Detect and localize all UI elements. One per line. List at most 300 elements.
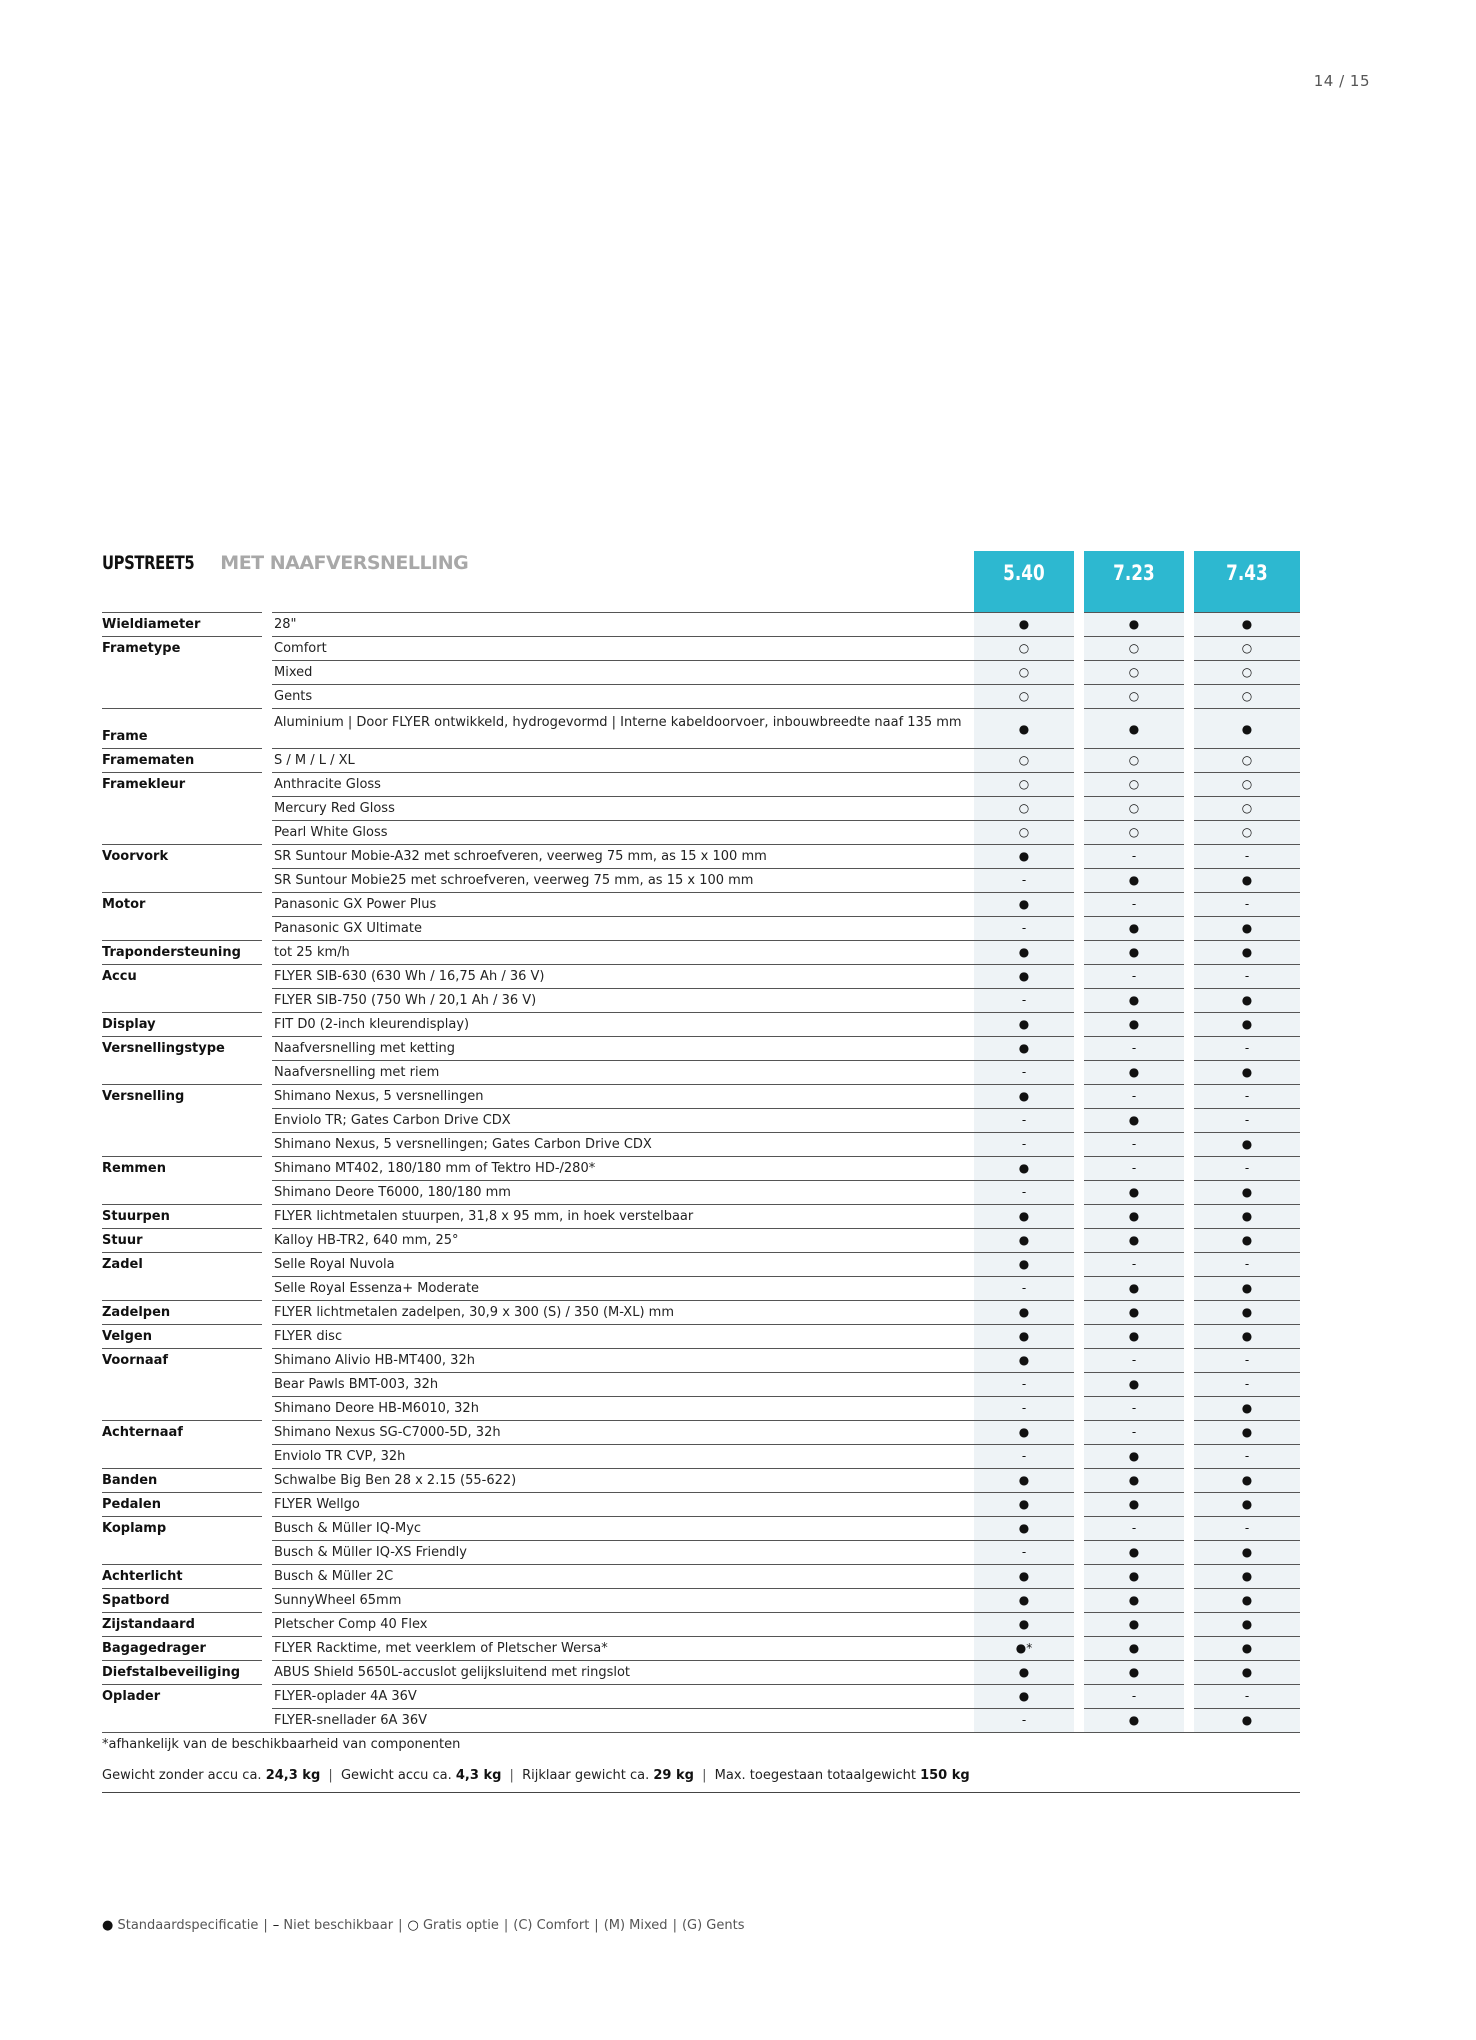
spec-label: Achternaaf bbox=[102, 1425, 183, 1440]
spec-mark-cell-7.43 bbox=[1194, 1180, 1300, 1204]
spec-mark-cell-7.43 bbox=[1194, 1684, 1300, 1708]
spec-mark: ● bbox=[1128, 1305, 1140, 1319]
spec-mark-cell-7.43 bbox=[1194, 1012, 1300, 1036]
spec-mark: - bbox=[1021, 1545, 1027, 1559]
spec-mark: ● bbox=[1241, 1185, 1253, 1199]
spec-label-cell bbox=[102, 1036, 262, 1060]
footnote: *afhankelijk van de beschikbaarheid van componenten bbox=[102, 1737, 461, 1752]
spec-mark: - bbox=[1131, 1041, 1137, 1055]
spec-mark-cell-7.23 bbox=[1084, 796, 1184, 820]
spec-mark: ● bbox=[1241, 1569, 1253, 1583]
spec-mark-cell-5.40 bbox=[974, 844, 1074, 868]
weight-4-value: 150 kg bbox=[920, 1768, 970, 1783]
spec-value-cell bbox=[272, 772, 1066, 796]
spec-mark-cell-5.40 bbox=[974, 796, 1074, 820]
spec-mark: ● bbox=[1128, 1329, 1140, 1343]
spec-label-cell bbox=[102, 916, 262, 940]
spec-row bbox=[102, 1612, 1300, 1636]
spec-mark-cell-5.40 bbox=[974, 1708, 1074, 1732]
spec-mark-cell-7.43 bbox=[1194, 1612, 1300, 1636]
spec-mark-cell-5.40 bbox=[974, 1156, 1074, 1180]
spec-mark: ● bbox=[1018, 1569, 1030, 1583]
spec-mark: ● bbox=[1128, 1017, 1140, 1031]
spec-label-cell bbox=[102, 1252, 262, 1276]
model-header-2 bbox=[1084, 551, 1184, 613]
weights-line bbox=[102, 1768, 1300, 1793]
spec-value: Naafversnelling met ketting bbox=[274, 1041, 455, 1056]
spec-value: FLYER disc bbox=[274, 1329, 343, 1344]
spec-mark: ● bbox=[1241, 1329, 1253, 1343]
spec-mark-cell-7.23 bbox=[1084, 820, 1184, 844]
spec-value: Comfort bbox=[274, 641, 327, 656]
spec-mark: ● bbox=[1018, 1329, 1030, 1343]
spec-mark-cell-7.23 bbox=[1084, 892, 1184, 916]
spec-mark-cell-7.23 bbox=[1084, 1588, 1184, 1612]
spec-label: Remmen bbox=[102, 1161, 166, 1176]
spec-mark-cell-5.40 bbox=[974, 636, 1074, 660]
spec-row bbox=[102, 1300, 1300, 1324]
spec-mark-cell-7.23 bbox=[1084, 1108, 1184, 1132]
spec-mark-cell-5.40 bbox=[974, 1372, 1074, 1396]
spec-mark: ○ bbox=[1241, 777, 1253, 791]
spec-mark: ● bbox=[1018, 1617, 1030, 1631]
spec-mark-cell-7.43 bbox=[1194, 1492, 1300, 1516]
spec-mark-cell-5.40 bbox=[974, 1204, 1074, 1228]
spec-mark-cell-7.43 bbox=[1194, 1060, 1300, 1084]
spec-row bbox=[102, 1540, 1300, 1564]
spec-row bbox=[102, 1204, 1300, 1228]
spec-label: Frametype bbox=[102, 641, 181, 656]
spec-mark-cell-5.40 bbox=[974, 1612, 1074, 1636]
spec-label-cell bbox=[102, 1444, 262, 1468]
spec-mark: ● bbox=[1018, 1209, 1030, 1223]
spec-mark-cell-7.43 bbox=[1194, 636, 1300, 660]
spec-mark: ● bbox=[1128, 1593, 1140, 1607]
spec-row bbox=[102, 892, 1300, 916]
spec-label: Zadel bbox=[102, 1257, 143, 1272]
spec-mark: - bbox=[1131, 1089, 1137, 1103]
legend-symbol: ● bbox=[102, 1918, 118, 1933]
spec-label: Bagagedrager bbox=[102, 1641, 206, 1656]
spec-mark-cell-7.43 bbox=[1194, 1420, 1300, 1444]
spec-mark-cell-7.43 bbox=[1194, 964, 1300, 988]
spec-mark: ● bbox=[1241, 1473, 1253, 1487]
spec-label-cell bbox=[102, 1372, 262, 1396]
legend-text: Standaardspecificatie bbox=[117, 1918, 259, 1933]
spec-mark: ● bbox=[1128, 1713, 1140, 1727]
spec-mark-cell-7.23 bbox=[1084, 1564, 1184, 1588]
spec-label: Display bbox=[102, 1017, 156, 1032]
spec-value-cell bbox=[272, 1372, 1066, 1396]
spec-value: Busch & Müller IQ-Myc bbox=[274, 1521, 422, 1536]
legend-symbol: ○ bbox=[407, 1918, 423, 1933]
spec-mark: ○ bbox=[1018, 665, 1030, 679]
legend-symbol: – bbox=[272, 1918, 284, 1933]
spec-mark: ○ bbox=[1128, 777, 1140, 791]
spec-mark: ● bbox=[1128, 1473, 1140, 1487]
spec-row bbox=[102, 1444, 1300, 1468]
spec-mark: - bbox=[1244, 1353, 1250, 1367]
spec-mark: ● bbox=[1128, 1545, 1140, 1559]
spec-label-cell bbox=[102, 1012, 262, 1036]
spec-mark: ● bbox=[1241, 1713, 1253, 1727]
spec-row bbox=[102, 1156, 1300, 1180]
spec-mark-cell-5.40 bbox=[974, 748, 1074, 772]
spec-mark-cell-7.43 bbox=[1194, 868, 1300, 892]
spec-mark-cell-5.40 bbox=[974, 892, 1074, 916]
spec-mark: ● bbox=[1241, 1497, 1253, 1511]
spec-value-cell bbox=[272, 1324, 1066, 1348]
spec-label-cell bbox=[102, 1468, 262, 1492]
spec-value-cell bbox=[272, 1516, 1066, 1540]
spec-value: Shimano Nexus, 5 versnellingen; Gates Carbon Drive CDX bbox=[274, 1137, 652, 1152]
spec-mark-cell-7.43 bbox=[1194, 1036, 1300, 1060]
spec-mark: ● bbox=[1128, 1449, 1140, 1463]
spec-mark-cell-7.43 bbox=[1194, 1588, 1300, 1612]
spec-mark: - bbox=[1244, 1041, 1250, 1055]
spec-value-cell bbox=[272, 1204, 1066, 1228]
spec-label-cell bbox=[102, 868, 262, 892]
weight-2-label: Gewicht accu ca. bbox=[340, 1768, 452, 1783]
spec-mark: ● bbox=[1018, 1017, 1030, 1031]
spec-mark: ● bbox=[1128, 1233, 1140, 1247]
spec-mark: ● bbox=[1018, 1497, 1030, 1511]
spec-value: Mercury Red Gloss bbox=[274, 801, 395, 816]
spec-mark: ● bbox=[1128, 873, 1140, 887]
spec-mark-cell-7.43 bbox=[1194, 660, 1300, 684]
spec-label-cell bbox=[102, 940, 262, 964]
spec-mark-cell-5.40 bbox=[974, 1228, 1074, 1252]
spec-value-cell bbox=[272, 1540, 1066, 1564]
spec-mark: - bbox=[1131, 897, 1137, 911]
spec-mark: ○ bbox=[1128, 801, 1140, 815]
spec-mark-cell-5.40 bbox=[974, 1132, 1074, 1156]
spec-label-cell bbox=[102, 1708, 262, 1732]
spec-value: Busch & Müller IQ-XS Friendly bbox=[274, 1545, 467, 1560]
spec-mark: ○ bbox=[1018, 689, 1030, 703]
spec-row bbox=[102, 1396, 1300, 1420]
spec-label-cell bbox=[102, 1516, 262, 1540]
spec-mark-cell-7.23 bbox=[1084, 1444, 1184, 1468]
legend-text: Niet beschikbaar bbox=[283, 1918, 394, 1933]
spec-mark: ○ bbox=[1128, 641, 1140, 655]
spec-mark: - bbox=[1021, 1113, 1027, 1127]
spec-value: ABUS Shield 5650L-accuslot gelijksluitend met ringslot bbox=[274, 1665, 631, 1680]
spec-row bbox=[102, 1132, 1300, 1156]
model-header-3 bbox=[1194, 551, 1300, 613]
spec-value: tot 25 km/h bbox=[274, 945, 350, 960]
spec-row bbox=[102, 612, 1300, 636]
spec-mark-cell-7.23 bbox=[1084, 1708, 1184, 1732]
spec-value-cell bbox=[272, 748, 1066, 772]
spec-mark-cell-7.43 bbox=[1194, 1636, 1300, 1660]
spec-mark-cell-5.40 bbox=[974, 1468, 1074, 1492]
spec-label-cell bbox=[102, 988, 262, 1012]
spec-mark-cell-5.40 bbox=[974, 1252, 1074, 1276]
spec-row bbox=[102, 1468, 1300, 1492]
spec-table bbox=[102, 612, 1300, 1732]
spec-mark-cell-7.23 bbox=[1084, 708, 1184, 748]
spec-label: Spatbord bbox=[102, 1593, 170, 1608]
spec-mark-cell-7.23 bbox=[1084, 1252, 1184, 1276]
spec-mark-cell-7.23 bbox=[1084, 636, 1184, 660]
spec-mark: - bbox=[1244, 849, 1250, 863]
spec-value: FLYER-snellader 6A 36V bbox=[274, 1713, 428, 1728]
spec-row bbox=[102, 1348, 1300, 1372]
spec-mark-cell-5.40 bbox=[974, 1012, 1074, 1036]
spec-mark: - bbox=[1021, 1065, 1027, 1079]
spec-row bbox=[102, 1108, 1300, 1132]
spec-mark-cell-5.40 bbox=[974, 1636, 1074, 1660]
spec-mark: ● bbox=[1241, 1281, 1253, 1295]
spec-label-cell bbox=[102, 1228, 262, 1252]
spec-mark-cell-7.23 bbox=[1084, 1228, 1184, 1252]
spec-value: Shimano Deore HB-M6010, 32h bbox=[274, 1401, 479, 1416]
spec-label-cell bbox=[102, 1132, 262, 1156]
spec-mark: ● bbox=[1018, 969, 1030, 983]
spec-mark-cell-7.23 bbox=[1084, 940, 1184, 964]
spec-label-cell bbox=[102, 1420, 262, 1444]
spec-row bbox=[102, 708, 1300, 748]
spec-mark: ● bbox=[1128, 722, 1140, 736]
spec-value-cell bbox=[272, 1060, 1066, 1084]
spec-mark: ● bbox=[1018, 1089, 1030, 1103]
spec-mark: ● bbox=[1128, 1641, 1140, 1655]
page-number: 14 / 15 bbox=[1313, 72, 1370, 90]
spec-label-cell bbox=[102, 1540, 262, 1564]
weight-3-label: Rijklaar gewicht ca. bbox=[522, 1768, 650, 1783]
spec-mark-cell-7.23 bbox=[1084, 1324, 1184, 1348]
spec-mark: ● bbox=[1128, 1497, 1140, 1511]
spec-mark-cell-7.23 bbox=[1084, 988, 1184, 1012]
legend-text: (C) Comfort bbox=[513, 1918, 590, 1933]
spec-mark-cell-7.43 bbox=[1194, 796, 1300, 820]
spec-label: Oplader bbox=[102, 1689, 161, 1704]
spec-value-cell bbox=[272, 684, 1066, 708]
spec-mark-cell-5.40 bbox=[974, 1564, 1074, 1588]
spec-mark: ● bbox=[1128, 1065, 1140, 1079]
spec-label: Stuur bbox=[102, 1233, 143, 1248]
spec-mark: ● bbox=[1018, 945, 1030, 959]
spec-row bbox=[102, 820, 1300, 844]
spec-label: Stuurpen bbox=[102, 1209, 170, 1224]
spec-row bbox=[102, 1252, 1300, 1276]
spec-value-cell bbox=[272, 868, 1066, 892]
spec-mark: ● bbox=[1241, 993, 1253, 1007]
spec-mark-cell-5.40 bbox=[974, 1348, 1074, 1372]
spec-value: Selle Royal Nuvola bbox=[274, 1257, 395, 1272]
spec-mark: ● bbox=[1128, 1113, 1140, 1127]
spec-value: Kalloy HB-TR2, 640 mm, 25° bbox=[274, 1233, 459, 1248]
spec-mark-cell-7.23 bbox=[1084, 916, 1184, 940]
spec-mark: - bbox=[1131, 849, 1137, 863]
spec-mark-cell-7.23 bbox=[1084, 1156, 1184, 1180]
spec-label: Motor bbox=[102, 897, 146, 912]
spec-label-cell bbox=[102, 1180, 262, 1204]
spec-mark: ○ bbox=[1241, 689, 1253, 703]
spec-label: Zadelpen bbox=[102, 1305, 171, 1320]
spec-mark-cell-5.40 bbox=[974, 708, 1074, 748]
spec-mark: ○ bbox=[1241, 801, 1253, 815]
model-header-2-label: 7.23 bbox=[1113, 561, 1155, 585]
spec-label-cell bbox=[102, 844, 262, 868]
spec-mark-cell-7.43 bbox=[1194, 1540, 1300, 1564]
spec-mark-cell-7.43 bbox=[1194, 1156, 1300, 1180]
spec-mark-cell-5.40 bbox=[974, 1492, 1074, 1516]
spec-value-cell bbox=[272, 1084, 1066, 1108]
spec-mark-cell-7.43 bbox=[1194, 1468, 1300, 1492]
spec-row bbox=[102, 1084, 1300, 1108]
spec-mark: - bbox=[1131, 1521, 1137, 1535]
spec-label-cell bbox=[102, 636, 262, 660]
spec-mark: ○ bbox=[1241, 665, 1253, 679]
spec-value-cell bbox=[272, 708, 1066, 748]
spec-mark: ○ bbox=[1018, 777, 1030, 791]
spec-mark-cell-7.23 bbox=[1084, 1420, 1184, 1444]
spec-value: S / M / L / XL bbox=[274, 753, 355, 768]
spec-value-cell bbox=[272, 636, 1066, 660]
spec-value-cell bbox=[272, 1444, 1066, 1468]
spec-row bbox=[102, 1276, 1300, 1300]
spec-value: Shimano Alivio HB-MT400, 32h bbox=[274, 1353, 475, 1368]
spec-mark-cell-5.40 bbox=[974, 964, 1074, 988]
spec-value: Panasonic GX Ultimate bbox=[274, 921, 422, 936]
spec-mark: ○ bbox=[1128, 753, 1140, 767]
spec-mark: - bbox=[1244, 969, 1250, 983]
spec-mark-cell-5.40 bbox=[974, 612, 1074, 636]
spec-label: Banden bbox=[102, 1473, 158, 1488]
spec-value: FIT D0 (2-inch kleurendisplay) bbox=[274, 1017, 470, 1032]
spec-mark-cell-7.23 bbox=[1084, 1612, 1184, 1636]
spec-mark-cell-5.40 bbox=[974, 868, 1074, 892]
spec-label-cell bbox=[102, 660, 262, 684]
spec-label-cell bbox=[102, 1564, 262, 1588]
spec-mark: ● bbox=[1018, 1305, 1030, 1319]
spec-mark: ● bbox=[1128, 1665, 1140, 1679]
spec-row bbox=[102, 916, 1300, 940]
spec-mark: - bbox=[1244, 897, 1250, 911]
legend bbox=[102, 1918, 744, 1933]
spec-mark-cell-7.43 bbox=[1194, 1444, 1300, 1468]
spec-label-cell bbox=[102, 708, 262, 748]
spec-value: Shimano Nexus SG-C7000-5D, 32h bbox=[274, 1425, 501, 1440]
spec-label: Wieldiameter bbox=[102, 617, 201, 632]
spec-mark-cell-5.40 bbox=[974, 1180, 1074, 1204]
spec-mark-cell-7.43 bbox=[1194, 1324, 1300, 1348]
spec-row bbox=[102, 636, 1300, 660]
spec-mark: ● bbox=[1241, 1065, 1253, 1079]
spec-row bbox=[102, 1180, 1300, 1204]
spec-mark-cell-5.40 bbox=[974, 684, 1074, 708]
spec-row bbox=[102, 1660, 1300, 1684]
weight-1-value: 24,3 kg bbox=[265, 1768, 321, 1783]
spec-row bbox=[102, 660, 1300, 684]
spec-value: FLYER-oplader 4A 36V bbox=[274, 1689, 417, 1704]
spec-label-cell bbox=[102, 612, 262, 636]
spec-mark: - bbox=[1021, 921, 1027, 935]
spec-mark: ● bbox=[1128, 921, 1140, 935]
spec-mark: ○ bbox=[1018, 801, 1030, 815]
spec-mark-cell-7.43 bbox=[1194, 1252, 1300, 1276]
spec-mark-cell-5.40 bbox=[974, 1036, 1074, 1060]
spec-mark-cell-7.43 bbox=[1194, 916, 1300, 940]
spec-mark-cell-5.40 bbox=[974, 820, 1074, 844]
spec-mark: - bbox=[1244, 1089, 1250, 1103]
spec-value: Gents bbox=[274, 689, 313, 704]
spec-label-cell bbox=[102, 1300, 262, 1324]
spec-mark: ○ bbox=[1018, 825, 1030, 839]
spec-mark-cell-7.23 bbox=[1084, 964, 1184, 988]
spec-value: Shimano MT402, 180/180 mm of Tektro HD-/280* bbox=[274, 1161, 596, 1176]
spec-mark-cell-5.40 bbox=[974, 1540, 1074, 1564]
spec-mark-cell-5.40 bbox=[974, 1588, 1074, 1612]
spec-label: Voorvork bbox=[102, 849, 169, 864]
spec-value: FLYER SIB-750 (750 Wh / 20,1 Ah / 36 V) bbox=[274, 993, 537, 1008]
spec-row bbox=[102, 1372, 1300, 1396]
spec-mark: ○ bbox=[1128, 825, 1140, 839]
spec-mark: ○ bbox=[1128, 689, 1140, 703]
spec-row bbox=[102, 748, 1300, 772]
spec-mark: ● bbox=[1018, 1161, 1030, 1175]
spec-row bbox=[102, 1516, 1300, 1540]
spec-label-cell bbox=[102, 1636, 262, 1660]
spec-mark-cell-7.43 bbox=[1194, 1348, 1300, 1372]
spec-label: Voornaaf bbox=[102, 1353, 169, 1368]
spec-mark: ● bbox=[1128, 1377, 1140, 1391]
spec-value-cell bbox=[272, 1612, 1066, 1636]
spec-label: Framekleur bbox=[102, 777, 186, 792]
spec-value-cell bbox=[272, 1660, 1066, 1684]
spec-row bbox=[102, 1420, 1300, 1444]
spec-value-cell bbox=[272, 1276, 1066, 1300]
spec-label-cell bbox=[102, 772, 262, 796]
spec-mark: - bbox=[1021, 1185, 1027, 1199]
spec-mark-cell-7.43 bbox=[1194, 1300, 1300, 1324]
spec-mark: ● bbox=[1241, 1593, 1253, 1607]
spec-row bbox=[102, 796, 1300, 820]
spec-mark: ● bbox=[1241, 1017, 1253, 1031]
spec-mark: - bbox=[1244, 1377, 1250, 1391]
spec-value: SR Suntour Mobie-A32 met schroefveren, veerweg 75 mm, as 15 x 100 mm bbox=[274, 849, 767, 864]
spec-mark: ○ bbox=[1018, 753, 1030, 767]
spec-row bbox=[102, 940, 1300, 964]
spec-value-cell bbox=[272, 1036, 1066, 1060]
spec-mark-cell-5.40 bbox=[974, 916, 1074, 940]
spec-mark: ●* bbox=[1015, 1641, 1033, 1655]
spec-mark-cell-7.43 bbox=[1194, 1204, 1300, 1228]
spec-mark-cell-5.40 bbox=[974, 660, 1074, 684]
weight-separator: | bbox=[509, 1768, 514, 1783]
spec-row bbox=[102, 1060, 1300, 1084]
spec-value-cell bbox=[272, 1636, 1066, 1660]
spec-mark: ○ bbox=[1241, 641, 1253, 655]
weight-2-value: 4,3 kg bbox=[455, 1768, 502, 1783]
spec-value: Busch & Müller 2C bbox=[274, 1569, 394, 1584]
spec-value: SR Suntour Mobie25 met schroefveren, veerweg 75 mm, as 15 x 100 mm bbox=[274, 873, 754, 888]
spec-mark-cell-7.23 bbox=[1084, 1348, 1184, 1372]
spec-value: FLYER SIB-630 (630 Wh / 16,75 Ah / 36 V) bbox=[274, 969, 545, 984]
spec-mark: ● bbox=[1241, 945, 1253, 959]
spec-mark-cell-7.43 bbox=[1194, 1516, 1300, 1540]
spec-value-cell bbox=[272, 1396, 1066, 1420]
spec-mark-cell-7.23 bbox=[1084, 1636, 1184, 1660]
spec-mark: ● bbox=[1018, 1689, 1030, 1703]
spec-mark: - bbox=[1021, 1281, 1027, 1295]
spec-mark: ● bbox=[1018, 897, 1030, 911]
spec-value: Shimano Nexus, 5 versnellingen bbox=[274, 1089, 484, 1104]
spec-mark-cell-7.23 bbox=[1084, 1036, 1184, 1060]
title-main: UPSTREET5 bbox=[102, 552, 195, 574]
